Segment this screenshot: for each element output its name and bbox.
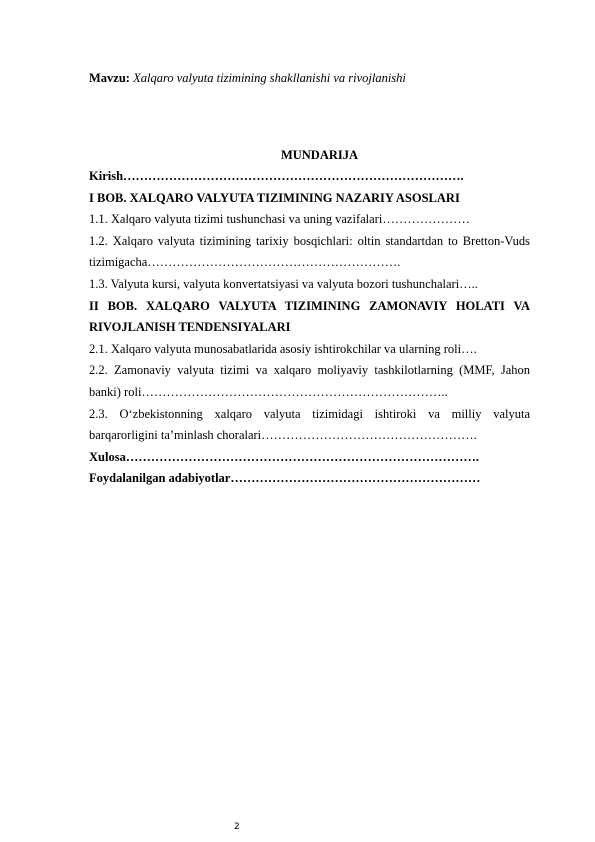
toc-entry-2-2[interactable]: 2.2. Zamonaviy valyuta tizimi va xalqaro moliyaviy tashkilotlarning (MMF, Jahon banki) roli……………………………………………………………….. xyxy=(89,363,530,399)
topic-line xyxy=(89,70,406,86)
toc-entry-conclusion[interactable]: Xulosa…………………………………………………………………………. xyxy=(89,449,479,464)
toc-entry-1-3[interactable]: 1.3. Valyuta kursi, valyuta konvertatsiyasi va valyuta bozori tushunchalari….. xyxy=(89,276,478,291)
toc-entry-references[interactable]: Foydalanilgan adabiyotlar…………………………………………………… xyxy=(89,471,481,486)
toc-entry-2-3[interactable]: 2.3. O‘zbekistonning xalqaro valyuta tizimidagi ishtiroki va milliy valyuta barqarorligini ta’minlash choralari……………………………………………. xyxy=(89,406,530,443)
toc-entry-1-1[interactable]: 1.1. Xalqaro valyuta tizimi tushunchasi va uning vazifalari………………… xyxy=(89,212,470,227)
toc-title: MUNDARIJA xyxy=(280,148,359,162)
toc-entry-2-1[interactable]: 2.1. Xalqaro valyuta munosabatlarida asosiy ishtirokchilar va ularning roli…. xyxy=(89,341,477,356)
toc-entry-introduction[interactable]: Kirish………………………………………………………………………. xyxy=(89,169,464,183)
topic-label: Mavzu: xyxy=(89,71,130,85)
toc-entry-1-2[interactable]: 1.2. Xalqaro valyuta tizimining tarixiy bosqichlari: oltin standartdan to Bretton-Vuds tizimigacha……………………………………………………. xyxy=(89,233,530,270)
topic-value: Xalqaro valyuta tizimining shakllanishi va rivojlanishi xyxy=(133,71,406,85)
page-number: 2 xyxy=(234,822,240,832)
toc-entry-chapter-2[interactable]: II BOB. XALQARO VALYUTA TIZIMINING ZAMONAVIY HOLATI VA RIVOJLANISH TENDENSIYALARI xyxy=(89,298,530,335)
table-of-contents xyxy=(89,144,530,490)
toc-entry-chapter-1[interactable]: I BOB. XALQARO VALYUTA TIZIMINING NAZARIY ASOSLARI xyxy=(89,190,460,205)
